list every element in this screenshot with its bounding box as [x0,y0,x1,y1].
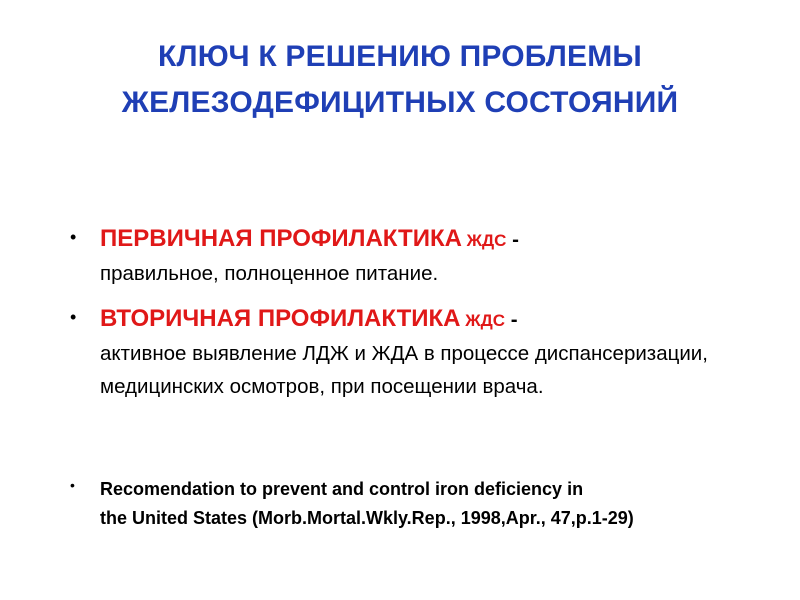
bullet-dash: - [505,308,518,331]
reference-line-2: the United States (Morb.Mortal.Wkly.Rep., 1998,Apr., 47,p.1-29) [100,508,634,528]
title-line-2: ЖЕЛЕЗОДЕФИЦИТНЫХ СОСТОЯНИЙ [121,86,679,119]
bullet-body: правильное, полноценное питание. [100,262,439,285]
title-line-1: КЛЮЧ К РЕШЕНИЮ ПРОБЛЕМЫ [158,40,642,73]
bullet-icon: • [70,477,75,493]
reference-line-1: Recomendation to prevent and control iron deficiency in [100,479,584,499]
bullet-icon: • [70,227,77,247]
page-title [0,34,800,126]
bullet-abbr: ЖДС [461,231,507,250]
bullet-text [100,302,740,403]
bullet-dash: - [506,228,519,251]
bullet-abbr: ЖДС [460,311,505,330]
bullet-text [100,222,740,290]
bullet-body: активное выявление ЛДЖ и ЖДА в процессе диспансеризации, медицинских осмотров, при посещении врача. [100,342,708,398]
bullet-heading: ВТОРИЧНАЯ ПРОФИЛАКТИКА [100,305,461,332]
bullet-icon: • [70,307,77,327]
bullet-heading: ПЕРВИЧНАЯ ПРОФИЛАКТИКА [100,225,462,252]
reference-text [100,475,750,533]
